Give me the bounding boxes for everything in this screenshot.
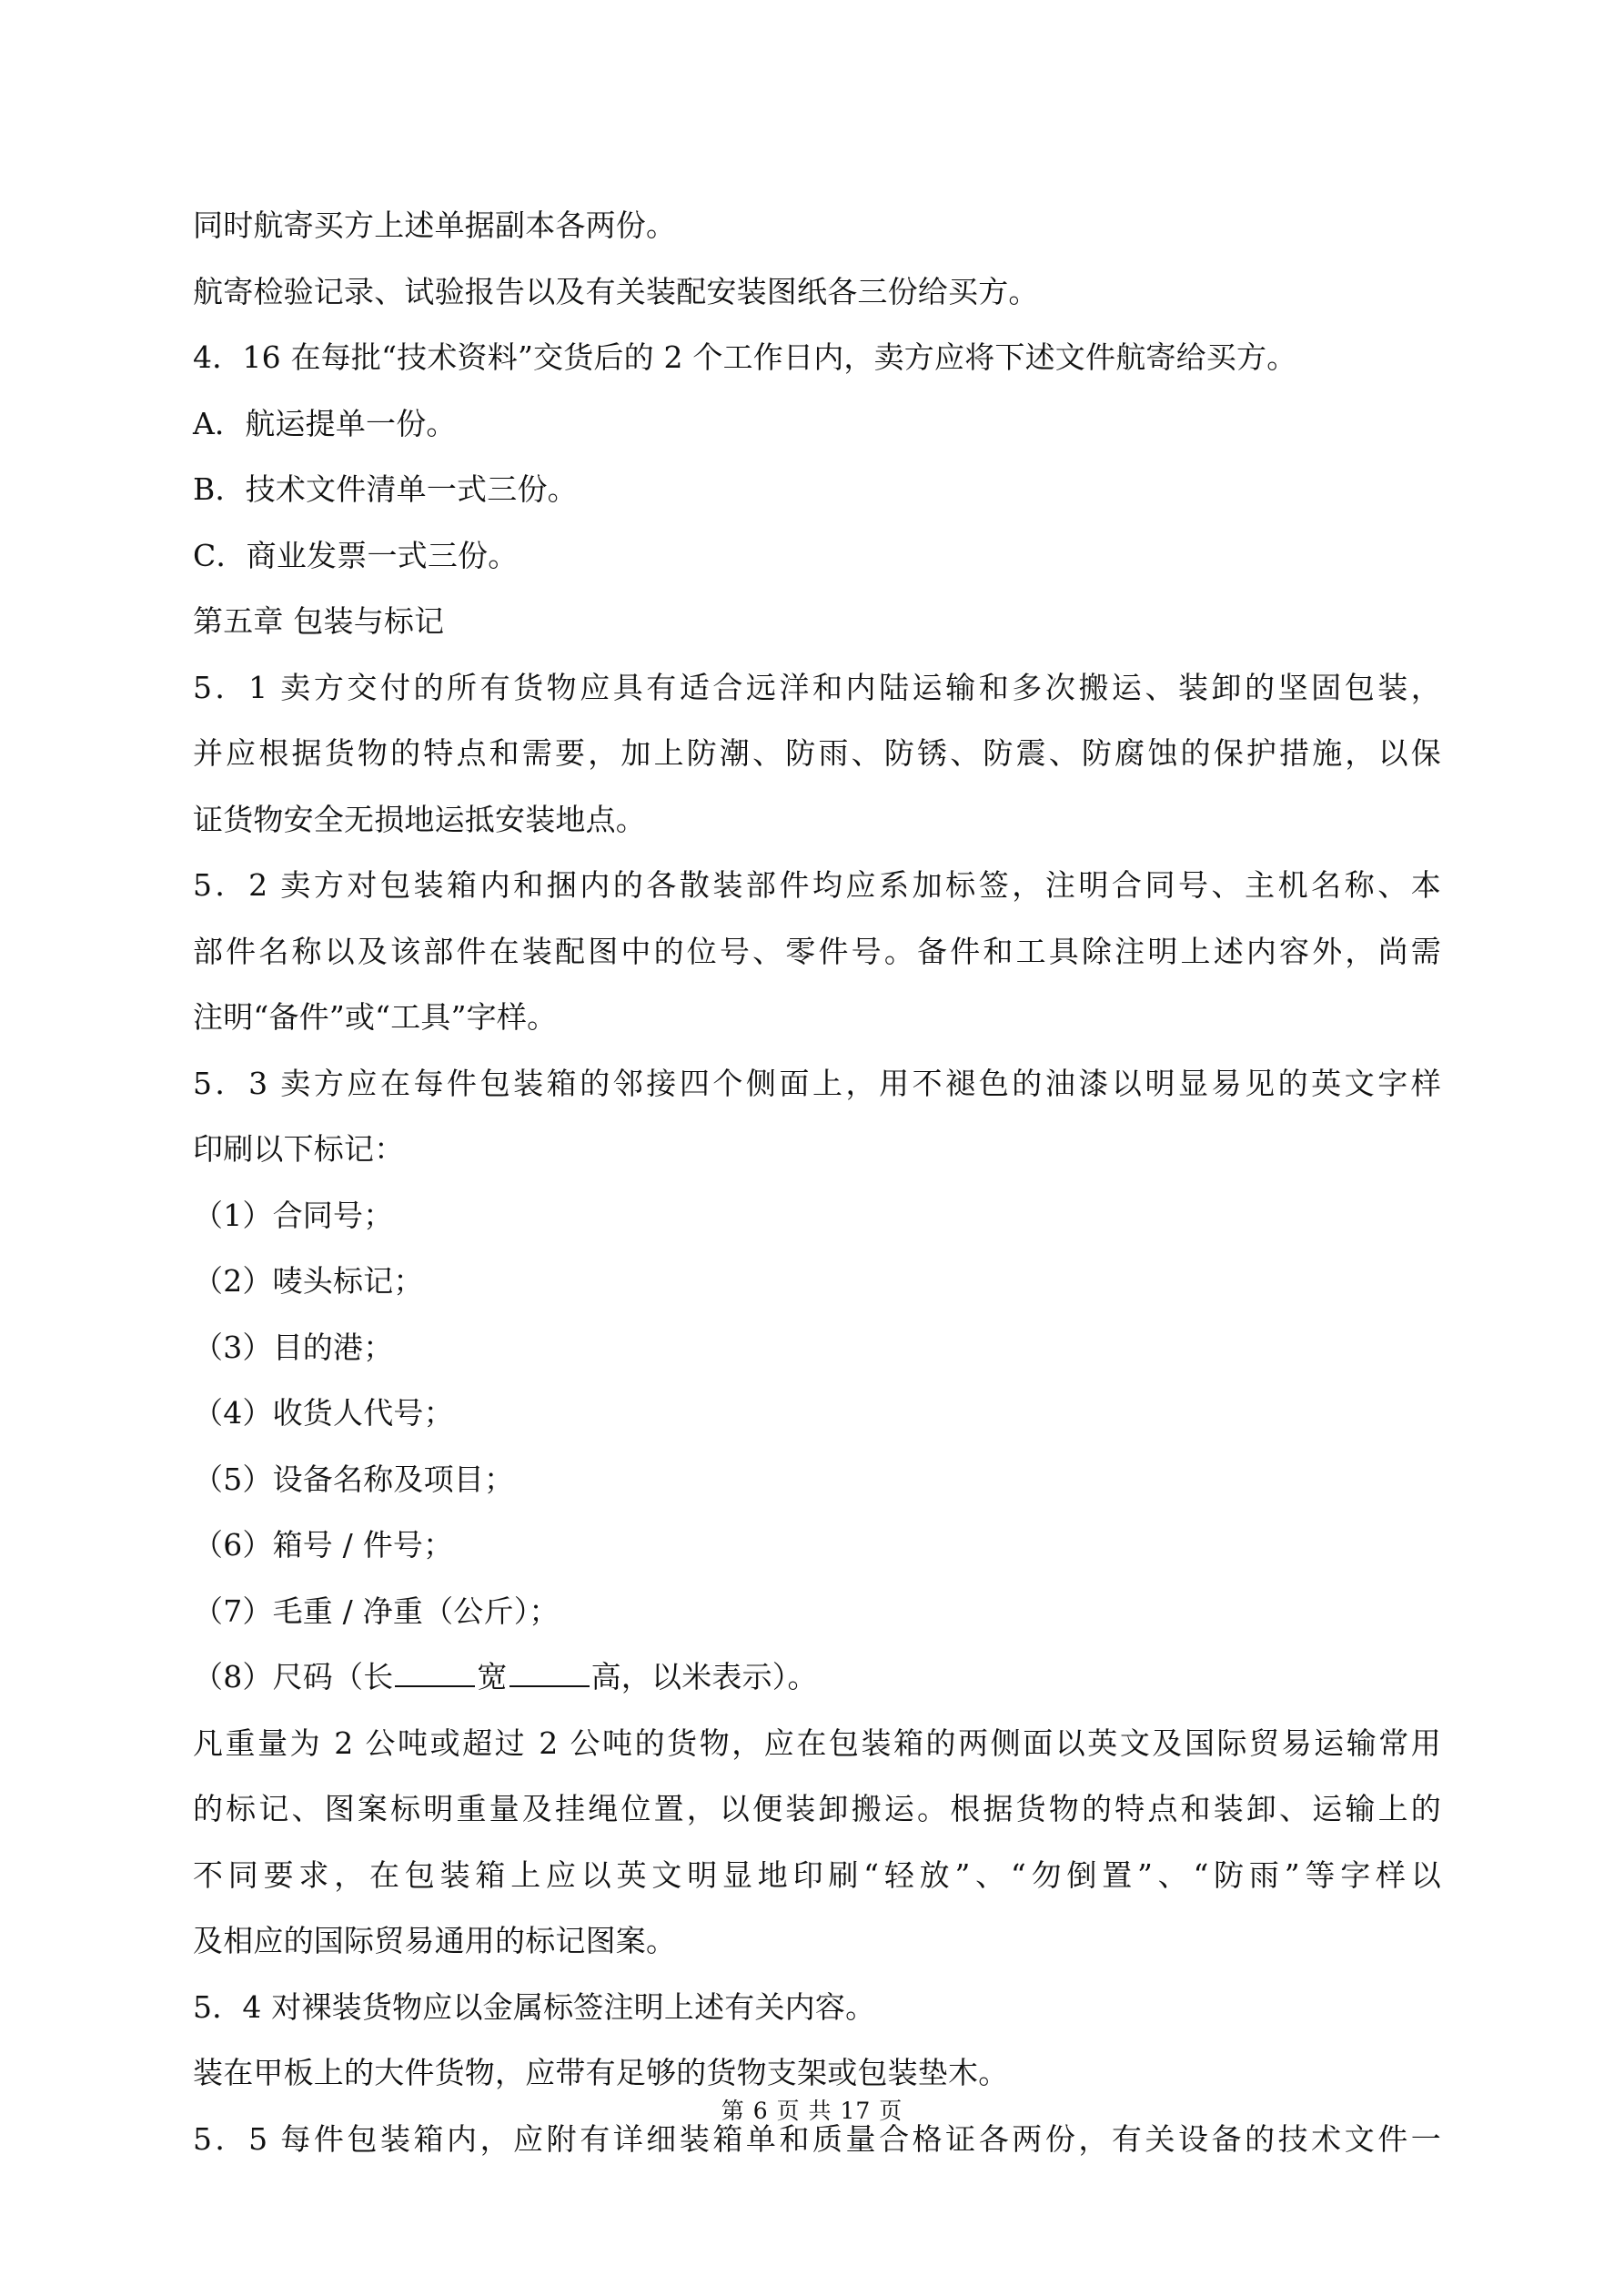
dimension-mid: 宽 [477,1659,508,1694]
paragraph-line: 装在甲板上的大件货物，应带有足够的货物支架或包装垫木。 [193,2055,1009,2090]
marking-item-dimensions [193,1644,1441,1711]
paragraph-line: 5．1 卖方交付的所有货物应具有适合远洋和内陆运输和多次搬运、装卸的坚固包装， [193,669,1441,705]
paragraph-line: 航寄检验记录、试验报告以及有关装配安装图纸各三份给买方。 [193,273,1039,309]
marking-item: （7）毛重 / 净重（公斤）； [193,1593,560,1629]
length-blank [395,1654,475,1687]
marking-item: （1）合同号； [193,1197,394,1233]
paragraph-line: 部件名称以及该部件在装配图中的位号、零件号。备件和工具除注明上述内容外，尚需 [193,933,1441,969]
width-blank [509,1654,590,1687]
paragraph-line: 凡重量为 2 公吨或超过 2 公吨的货物，应在包装箱的两侧面以英文及国际贸易运输常用 [193,1725,1441,1761]
document-body [193,193,1441,2172]
paragraph-line: 5．5 每件包装箱内，应附有详细装箱单和质量合格证各两份，有关设备的技术文件一 [193,2120,1441,2157]
marking-item: （4）收货人代号； [193,1395,454,1431]
list-item: B．技术文件清单一式三份。 [193,471,578,507]
dimension-prefix: （8）尺码（长 [193,1659,394,1694]
paragraph-line: 注明“备件”或“工具”字样。 [193,999,558,1035]
paragraph-line: 及相应的国际贸易通用的标记图案。 [193,1923,677,1958]
paragraph-line: 不同要求，在包装箱上应以英文明显地印刷“轻放”、“勿倒置”、“防雨”等字样以 [193,1856,1441,1893]
list-item: A．航运提单一份。 [193,405,457,441]
dimension-suffix: 高，以米表示）。 [590,1659,818,1694]
marking-item: （2）唛头标记； [193,1263,424,1299]
paragraph-line: 4．16 在每批“技术资料”交货后的 2 个工作日内，卖方应将下述文件航寄给买方。 [193,339,1297,375]
paragraph-line: 印刷以下标记： [193,1131,405,1167]
paragraph-line: 5．2 卖方对包装箱内和捆内的各散装部件均应系加标签，注明合同号、主机名称、本 [193,867,1441,903]
paragraph-line: 5．3 卖方应在每件包装箱的邻接四个侧面上，用不褪色的油漆以明显易见的英文字样 [193,1065,1441,1101]
chapter-heading: 第五章 包装与标记 [193,603,445,639]
marking-item: （5）设备名称及项目； [193,1461,515,1497]
paragraph-line: 证货物安全无损地运抵安装地点。 [193,801,646,837]
list-item: C．商业发票一式三份。 [193,537,519,573]
paragraph-line: 并应根据货物的特点和需要，加上防潮、防雨、防锈、防震、防腐蚀的保护措施，以保 [193,735,1441,771]
page-footer: 第 6 页 共 17 页 [721,2098,903,2124]
paragraph-line: 5．4 对裸装货物应以金属标签注明上述有关内容。 [193,1988,876,2025]
paragraph-line: 的标记、图案标明重量及挂绳位置，以便装卸搬运。根据货物的特点和装卸、运输上的 [193,1791,1441,1826]
marking-item: （6）箱号 / 件号； [193,1527,454,1563]
paragraph-line: 同时航寄买方上述单据副本各两份。 [193,207,677,243]
marking-item: （3）目的港； [193,1329,394,1365]
